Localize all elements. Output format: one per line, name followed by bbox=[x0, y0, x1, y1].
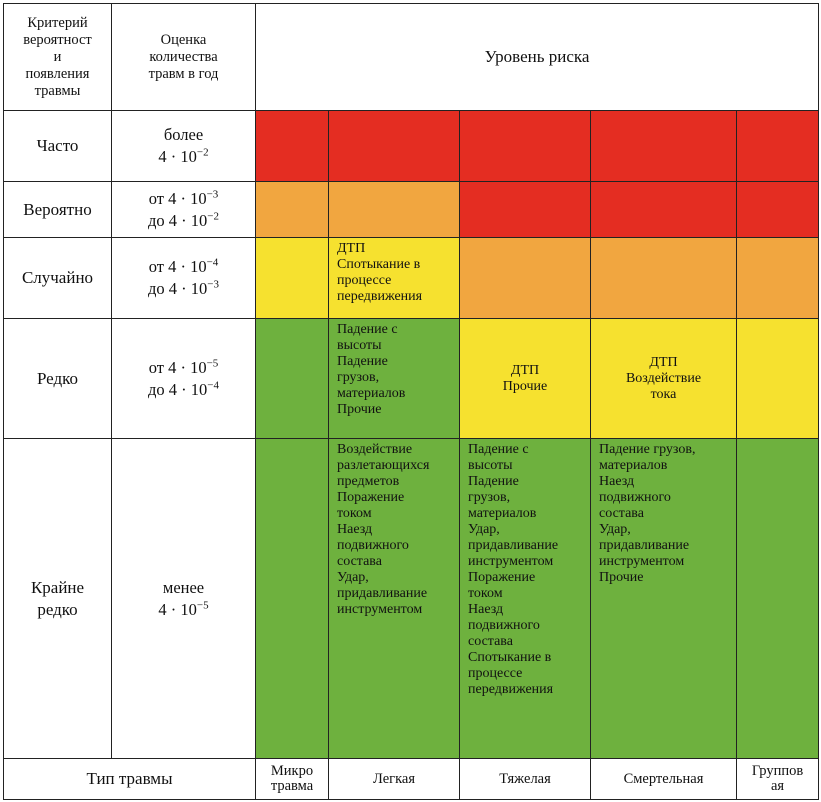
estimate-exponent: −3 bbox=[206, 188, 219, 200]
hazard-item: материалов bbox=[337, 386, 406, 401]
hazard-item: придавливание bbox=[337, 586, 428, 601]
injury-estimate bbox=[112, 319, 256, 439]
frequency-criterion bbox=[4, 439, 112, 759]
hazard-item: состава bbox=[468, 634, 513, 649]
injury-type-line: Смертельная bbox=[623, 770, 704, 787]
row-1 bbox=[4, 182, 819, 238]
risk-cell bbox=[737, 238, 819, 319]
hazard-item: подвижного bbox=[468, 618, 540, 633]
risk-cell bbox=[737, 182, 819, 238]
estimate-base: до 4 · 10 bbox=[148, 379, 208, 399]
estimate-exponent: −5 bbox=[196, 599, 209, 611]
hazard-item: материалов bbox=[599, 458, 668, 473]
criterion-header-line: появления bbox=[25, 65, 90, 82]
injury-type-label: Тип травмы bbox=[4, 759, 256, 800]
estimate-exponent: −3 bbox=[207, 278, 219, 291]
estimate-base: до 4 · 10 bbox=[148, 210, 208, 230]
hazard-item: Наезд bbox=[599, 474, 635, 489]
risk-cell bbox=[256, 439, 329, 759]
risk-cell bbox=[591, 111, 737, 182]
hazard-item: передвижения bbox=[468, 682, 554, 697]
criterion-header bbox=[4, 4, 112, 111]
risk-cell bbox=[256, 111, 329, 182]
hazard-item: придавливание bbox=[468, 538, 559, 553]
hazard-item: Поражение bbox=[337, 490, 405, 505]
risk-cell bbox=[460, 111, 591, 182]
injury-type-line: травма bbox=[270, 778, 314, 794]
hazard-item: высоты bbox=[468, 458, 513, 473]
estimate-line bbox=[112, 188, 255, 210]
risk-cell bbox=[591, 182, 737, 238]
hazard-item: процессе bbox=[468, 666, 523, 681]
risk-cell bbox=[329, 439, 460, 759]
hazard-item: Воздействие bbox=[625, 370, 702, 386]
row-4 bbox=[4, 439, 819, 759]
estimate-header-line: Оценка bbox=[160, 31, 207, 48]
hazard-item: материалов bbox=[468, 506, 537, 521]
injury-estimate bbox=[112, 439, 256, 759]
risk-cell bbox=[329, 319, 460, 439]
hazard-item: предметов bbox=[337, 474, 400, 489]
estimate-exponent: −5 bbox=[206, 357, 219, 369]
criterion-label: Вероятно bbox=[23, 199, 92, 219]
risk-cell bbox=[591, 238, 737, 319]
risk-cell bbox=[591, 439, 737, 759]
risk-cell bbox=[460, 182, 591, 238]
estimate-line bbox=[112, 256, 255, 278]
risk-cell bbox=[256, 319, 329, 439]
estimate-header-line: количества bbox=[149, 48, 218, 65]
frequency-criterion bbox=[4, 182, 112, 238]
hazard-item: Прочие bbox=[337, 402, 382, 417]
hazard-item: подвижного bbox=[337, 538, 409, 553]
hazard-item: Удар, bbox=[599, 522, 631, 537]
hazard-item: инструментом bbox=[468, 554, 554, 569]
hazard-item: ДТП bbox=[337, 241, 366, 256]
hazard-item: Падение bbox=[468, 474, 519, 489]
hazard-item: передвижения bbox=[337, 289, 423, 304]
hazard-item: Удар, bbox=[337, 570, 369, 585]
hazard-item: Наезд bbox=[337, 522, 373, 537]
hazard-item: инструментом bbox=[337, 602, 423, 617]
criterion-label: редко bbox=[37, 599, 78, 619]
hazard-item: Падение с bbox=[337, 322, 398, 337]
criterion-header-line: Критерий bbox=[27, 14, 88, 31]
frequency-criterion bbox=[4, 238, 112, 319]
hazard-item: состава bbox=[599, 506, 644, 521]
hazard-item: инструментом bbox=[599, 554, 685, 569]
row-0 bbox=[4, 111, 819, 182]
criterion-label: Часто bbox=[36, 136, 79, 155]
hazard-item: тока bbox=[650, 386, 677, 402]
hazard-item: Поражение bbox=[468, 570, 536, 585]
hazard-item: Падение с bbox=[468, 442, 529, 457]
injury-type bbox=[591, 759, 737, 800]
risk-level-header: Уровень риска bbox=[256, 4, 819, 111]
injury-type-line: Группов bbox=[751, 763, 804, 779]
estimate-exponent: −4 bbox=[206, 256, 219, 269]
hazard-item: Наезд bbox=[468, 602, 504, 617]
risk-matrix-table bbox=[3, 3, 819, 800]
estimate-base: 4 · 10 bbox=[158, 147, 197, 166]
hazard-item: Прочие bbox=[599, 570, 644, 585]
estimate-header-line: травм в год bbox=[148, 65, 219, 82]
injury-type-line: ая bbox=[770, 778, 785, 794]
row-3 bbox=[4, 319, 819, 439]
criterion-label: Редко bbox=[36, 368, 79, 388]
criterion-header-line: вероятност bbox=[23, 31, 92, 48]
criterion-label: Случайно bbox=[21, 268, 94, 287]
estimate-base: от 4 · 10 bbox=[148, 357, 207, 377]
injury-type bbox=[329, 759, 460, 800]
risk-cell bbox=[256, 238, 329, 319]
hazard-item: Падение грузов, bbox=[599, 442, 696, 457]
hazard-item: высоты bbox=[337, 338, 382, 353]
criterion-header-line: и bbox=[53, 48, 62, 65]
risk-cell bbox=[256, 182, 329, 238]
frequency-criterion bbox=[4, 111, 112, 182]
hazard-item: ДТП bbox=[649, 354, 678, 370]
estimate-line: менее bbox=[162, 577, 205, 597]
hazard-item: придавливание bbox=[599, 538, 690, 553]
hazard-item: грузов, bbox=[337, 370, 380, 385]
estimate-line bbox=[112, 278, 255, 300]
injury-type bbox=[460, 759, 591, 800]
row-2 bbox=[4, 238, 819, 319]
risk-cell bbox=[460, 238, 591, 319]
criterion-label: Крайне bbox=[30, 577, 85, 597]
risk-cell bbox=[329, 238, 460, 319]
risk-cell bbox=[460, 439, 591, 759]
hazard-item: током bbox=[468, 586, 503, 601]
injury-type bbox=[256, 759, 329, 800]
hazard-item: Прочие bbox=[502, 378, 548, 394]
hazard-item: Спотыкание в bbox=[337, 257, 421, 272]
hazard-item: разлетающихся bbox=[337, 458, 430, 473]
risk-cell bbox=[329, 111, 460, 182]
risk-cell bbox=[737, 439, 819, 759]
hazard-item: подвижного bbox=[599, 490, 671, 505]
estimate-line bbox=[112, 146, 255, 168]
hazard-item: током bbox=[337, 506, 372, 521]
hazard-item: Удар, bbox=[468, 522, 500, 537]
risk-cell bbox=[591, 319, 737, 439]
hazard-item: ДТП bbox=[510, 362, 540, 378]
estimate-line bbox=[112, 357, 255, 379]
hazard-item: грузов, bbox=[468, 490, 511, 505]
injury-type bbox=[737, 759, 819, 800]
risk-cell bbox=[329, 182, 460, 238]
injury-estimate bbox=[112, 111, 256, 182]
criterion-header-line: травмы bbox=[34, 82, 81, 99]
estimate-base: от 4 · 10 bbox=[148, 257, 207, 276]
estimate-exponent: −2 bbox=[196, 146, 209, 159]
hazard-item: Воздействие bbox=[337, 442, 413, 457]
injury-estimate bbox=[112, 238, 256, 319]
header-row bbox=[4, 4, 819, 111]
hazard-item: состава bbox=[337, 554, 382, 569]
injury-type-line: Тяжелая bbox=[499, 770, 551, 787]
estimate-header bbox=[112, 4, 256, 111]
risk-cell bbox=[460, 319, 591, 439]
risk-cell bbox=[737, 111, 819, 182]
estimate-exponent: −2 bbox=[207, 210, 219, 222]
estimate-line bbox=[112, 379, 255, 401]
injury-type-line: Микро bbox=[270, 763, 314, 779]
estimate-line bbox=[112, 210, 255, 232]
hazard-item: Спотыкание в bbox=[468, 650, 552, 665]
estimate-base: до 4 · 10 bbox=[148, 279, 208, 298]
frequency-criterion bbox=[4, 319, 112, 439]
injury-type-line: Легкая bbox=[372, 770, 416, 787]
estimate-line bbox=[112, 599, 255, 621]
footer-row bbox=[4, 759, 819, 800]
risk-cell bbox=[737, 319, 819, 439]
estimate-line: более bbox=[163, 125, 204, 144]
hazard-item: Падение bbox=[337, 354, 388, 369]
injury-estimate bbox=[112, 182, 256, 238]
estimate-base: от 4 · 10 bbox=[148, 188, 207, 208]
estimate-exponent: −4 bbox=[207, 379, 219, 391]
estimate-base: 4 · 10 bbox=[158, 599, 197, 619]
hazard-item: процессе bbox=[337, 273, 392, 288]
